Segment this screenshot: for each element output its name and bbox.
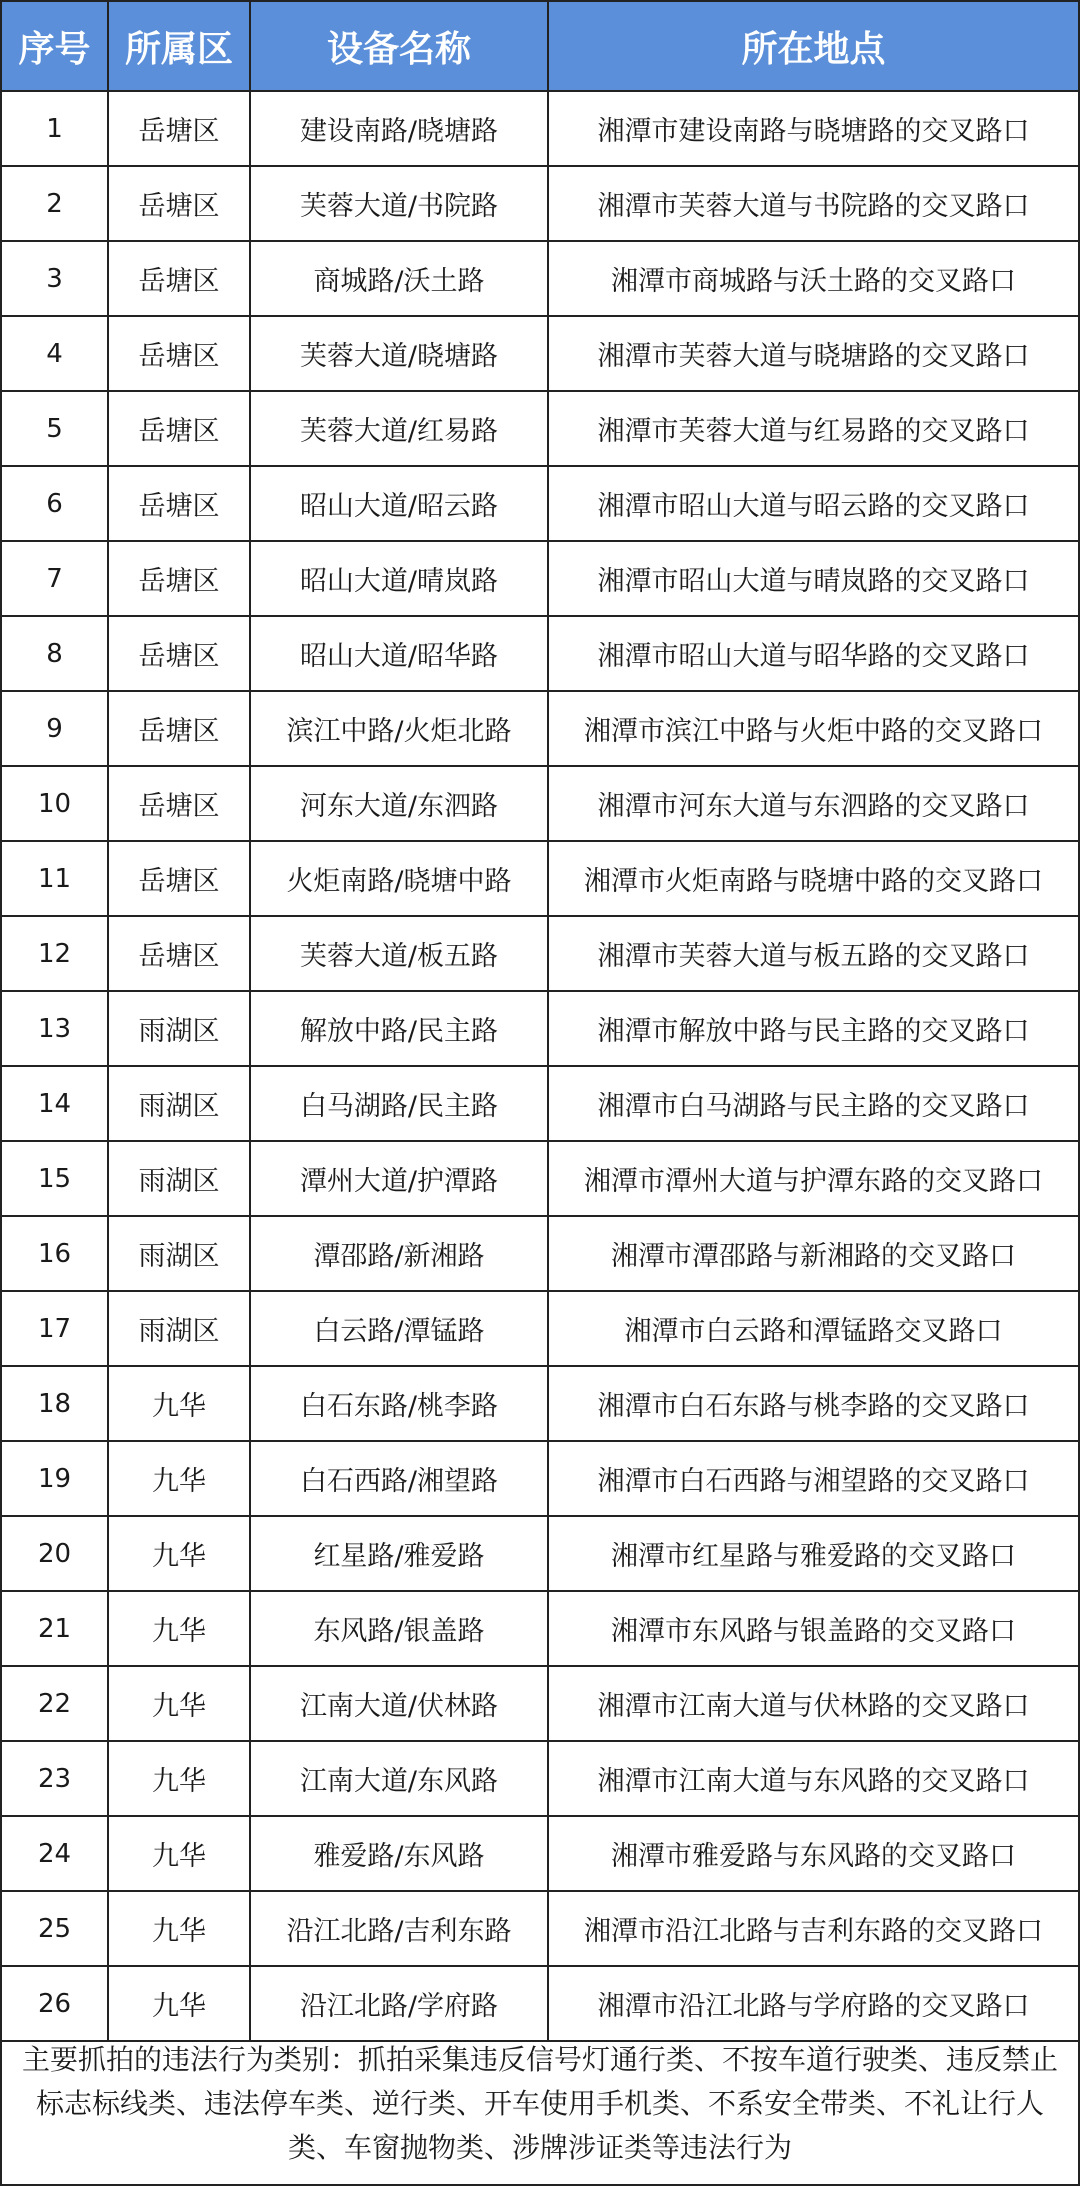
header-district: 所属区 [108,2,250,91]
cell-location: 湘潭市商城路与沃土路的交叉路口 [548,241,1078,316]
cell-device-name: 解放中路/民主路 [250,991,548,1066]
cell-district: 雨湖区 [108,1291,250,1366]
violation-types-note: 主要抓拍的违法行为类别：抓拍采集违反信号灯通行类、不按车道行驶类、违反禁止标志标线类、违法停车类、逆行类、开车使用手机类、不系安全带类、不礼让行人类、车窗抛物类、涉牌涉证类等违法行为 [21,2043,1058,2164]
cell-location: 湘潭市白云路和潭锰路交叉路口 [548,1291,1078,1366]
cell-location: 湘潭市沿江北路与学府路的交叉路口 [548,1966,1078,2041]
cell-location: 湘潭市江南大道与伏林路的交叉路口 [548,1666,1078,1741]
cell-index: 13 [2,991,108,1066]
table-row [2,1216,1078,1291]
cell-index: 9 [2,691,108,766]
table-row [2,1816,1078,1891]
cell-device-name: 昭山大道/昭华路 [250,616,548,691]
cell-location: 湘潭市沿江北路与吉利东路的交叉路口 [548,1891,1078,1966]
cell-district: 雨湖区 [108,1216,250,1291]
cell-district: 岳塘区 [108,391,250,466]
cell-location: 湘潭市东风路与银盖路的交叉路口 [548,1591,1078,1666]
table-row [2,466,1078,541]
cell-device-name: 江南大道/伏林路 [250,1666,548,1741]
cell-location: 湘潭市芙蓉大道与书院路的交叉路口 [548,166,1078,241]
cell-location: 湘潭市河东大道与东泗路的交叉路口 [548,766,1078,841]
table-row [2,766,1078,841]
table-row [2,541,1078,616]
header-index: 序号 [2,2,108,91]
cell-index: 25 [2,1891,108,1966]
cell-location: 湘潭市芙蓉大道与红易路的交叉路口 [548,391,1078,466]
table-row [2,991,1078,1066]
cell-location: 湘潭市芙蓉大道与板五路的交叉路口 [548,916,1078,991]
cell-district: 岳塘区 [108,841,250,916]
cell-index: 15 [2,1141,108,1216]
cell-device-name: 江南大道/东风路 [250,1741,548,1816]
cell-device-name: 河东大道/东泗路 [250,766,548,841]
cell-device-name: 东风路/银盖路 [250,1591,548,1666]
cell-index: 12 [2,916,108,991]
cell-index: 26 [2,1966,108,2041]
cell-index: 19 [2,1441,108,1516]
table-row [2,691,1078,766]
cell-device-name: 潭邵路/新湘路 [250,1216,548,1291]
cell-device-name: 芙蓉大道/红易路 [250,391,548,466]
cell-index: 18 [2,1366,108,1441]
cell-location: 湘潭市雅爱路与东风路的交叉路口 [548,1816,1078,1891]
cell-device-name: 芙蓉大道/板五路 [250,916,548,991]
cell-district: 九华 [108,1741,250,1816]
cell-location: 湘潭市建设南路与晓塘路的交叉路口 [548,91,1078,166]
cell-district: 九华 [108,1591,250,1666]
cell-district: 雨湖区 [108,1066,250,1141]
cell-index: 23 [2,1741,108,1816]
cell-index: 10 [2,766,108,841]
cell-district: 岳塘区 [108,466,250,541]
cell-index: 21 [2,1591,108,1666]
cell-index: 16 [2,1216,108,1291]
cell-district: 九华 [108,1516,250,1591]
header-location: 所在地点 [548,2,1078,91]
cell-device-name: 火炬南路/晓塘中路 [250,841,548,916]
table-row [2,1441,1078,1516]
cell-district: 九华 [108,1666,250,1741]
cell-index: 4 [2,316,108,391]
cell-device-name: 滨江中路/火炬北路 [250,691,548,766]
cell-device-name: 红星路/雅爱路 [250,1516,548,1591]
cell-district: 九华 [108,1816,250,1891]
cell-index: 24 [2,1816,108,1891]
cell-district: 岳塘区 [108,541,250,616]
cell-district: 九华 [108,1966,250,2041]
cell-index: 17 [2,1291,108,1366]
cell-location: 湘潭市昭山大道与昭云路的交叉路口 [548,466,1078,541]
cell-index: 3 [2,241,108,316]
cell-location: 湘潭市昭山大道与昭华路的交叉路口 [548,616,1078,691]
table-row [2,616,1078,691]
table-row [2,916,1078,991]
cell-district: 岳塘区 [108,916,250,991]
cell-device-name: 白石东路/桃李路 [250,1366,548,1441]
cell-index: 8 [2,616,108,691]
cell-device-name: 沿江北路/学府路 [250,1966,548,2041]
cell-district: 九华 [108,1366,250,1441]
table-row [2,391,1078,466]
cell-location: 湘潭市白石东路与桃李路的交叉路口 [548,1366,1078,1441]
cell-district: 岳塘区 [108,616,250,691]
cell-device-name: 昭山大道/昭云路 [250,466,548,541]
cell-index: 6 [2,466,108,541]
cell-index: 11 [2,841,108,916]
cell-device-name: 昭山大道/晴岚路 [250,541,548,616]
cell-district: 雨湖区 [108,991,250,1066]
cell-district: 雨湖区 [108,1141,250,1216]
cell-device-name: 雅爱路/东风路 [250,1816,548,1891]
table-row [2,1891,1078,1966]
cell-district: 岳塘区 [108,766,250,841]
cell-district: 岳塘区 [108,241,250,316]
cell-device-name: 沿江北路/吉利东路 [250,1891,548,1966]
cell-index: 14 [2,1066,108,1141]
cell-device-name: 芙蓉大道/晓塘路 [250,316,548,391]
cell-district: 岳塘区 [108,691,250,766]
table-row [2,841,1078,916]
table-header-row [2,2,1078,91]
cell-location: 湘潭市潭邵路与新湘路的交叉路口 [548,1216,1078,1291]
cell-location: 湘潭市滨江中路与火炬中路的交叉路口 [548,691,1078,766]
cell-index: 1 [2,91,108,166]
cell-location: 湘潭市火炬南路与晓塘中路的交叉路口 [548,841,1078,916]
cell-district: 九华 [108,1891,250,1966]
cell-location: 湘潭市潭州大道与护潭东路的交叉路口 [548,1141,1078,1216]
cell-device-name: 建设南路/晓塘路 [250,91,548,166]
table-body [2,91,1078,2041]
table-row [2,1516,1078,1591]
cell-district: 岳塘区 [108,91,250,166]
cell-location: 湘潭市芙蓉大道与晓塘路的交叉路口 [548,316,1078,391]
table-row [2,1141,1078,1216]
table-row [2,1366,1078,1441]
table-row [2,1591,1078,1666]
cell-device-name: 白马湖路/民主路 [250,1066,548,1141]
table-row [2,166,1078,241]
header-device-name: 设备名称 [250,2,548,91]
table-row [2,91,1078,166]
table-row [2,316,1078,391]
table-row [2,241,1078,316]
cell-device-name: 芙蓉大道/书院路 [250,166,548,241]
cell-location: 湘潭市江南大道与东风路的交叉路口 [548,1741,1078,1816]
table-row [2,1066,1078,1141]
cell-district: 九华 [108,1441,250,1516]
cell-location: 湘潭市白石西路与湘望路的交叉路口 [548,1441,1078,1516]
cell-device-name: 白石西路/湘望路 [250,1441,548,1516]
cell-index: 22 [2,1666,108,1741]
cell-location: 湘潭市红星路与雅爱路的交叉路口 [548,1516,1078,1591]
table-row [2,1291,1078,1366]
camera-location-table [2,2,1078,2042]
table-row [2,1666,1078,1741]
cell-district: 岳塘区 [108,316,250,391]
cell-location: 湘潭市解放中路与民主路的交叉路口 [548,991,1078,1066]
cell-district: 岳塘区 [108,166,250,241]
cell-location: 湘潭市昭山大道与晴岚路的交叉路口 [548,541,1078,616]
cell-index: 2 [2,166,108,241]
table-row [2,1741,1078,1816]
cell-device-name: 白云路/潭锰路 [250,1291,548,1366]
cell-index: 20 [2,1516,108,1591]
cell-location: 湘潭市白马湖路与民主路的交叉路口 [548,1066,1078,1141]
cell-index: 5 [2,391,108,466]
cell-index: 7 [2,541,108,616]
cell-device-name: 商城路/沃土路 [250,241,548,316]
cell-device-name: 潭州大道/护潭路 [250,1141,548,1216]
